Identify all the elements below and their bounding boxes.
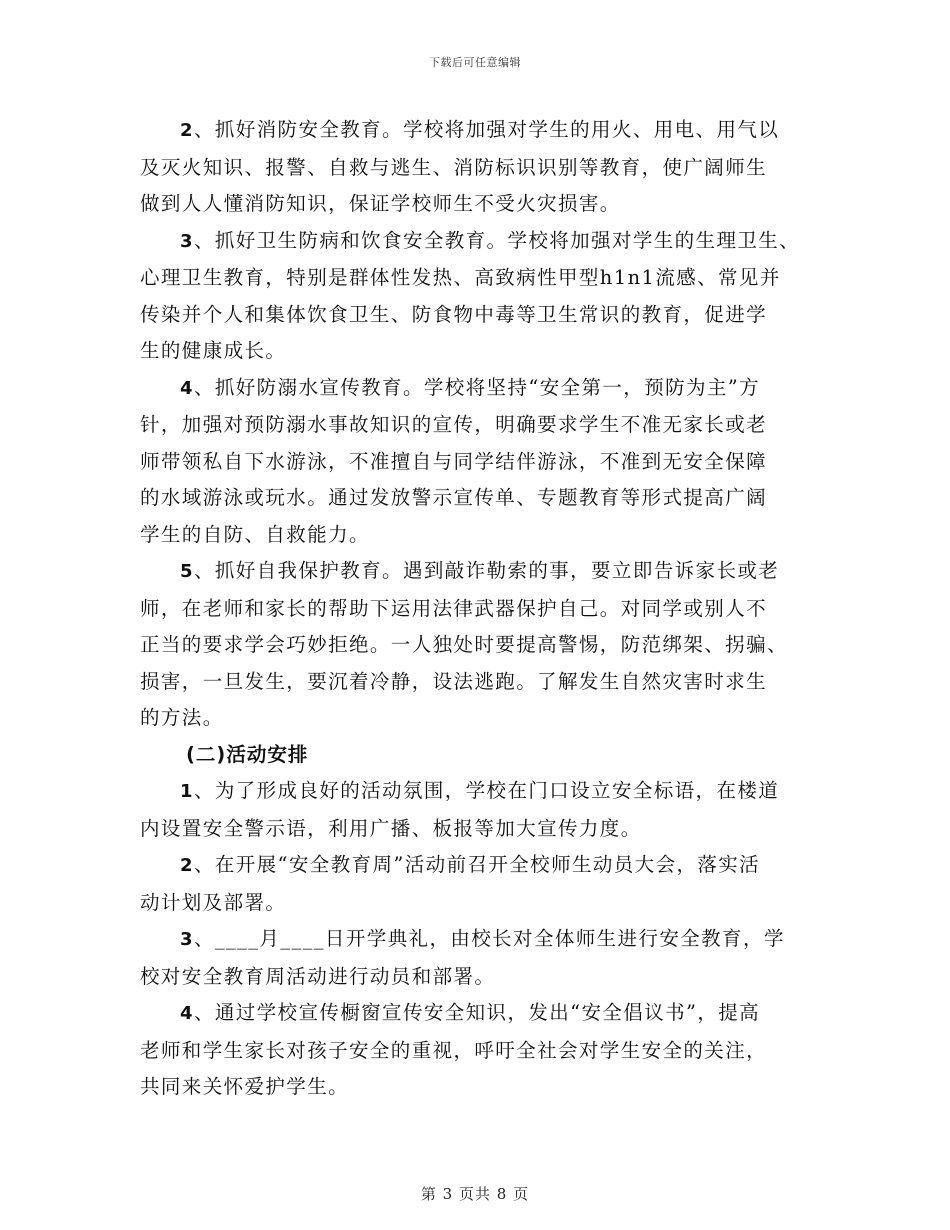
paragraph-activity-3 — [140, 921, 810, 995]
paragraph-line: 老师和学生家长对孩子安全的重视，呼吁全社会对学生安全的关注， — [140, 1038, 768, 1062]
paragraph-line: 动计划及部署。 — [140, 890, 287, 914]
paragraph-line: 共同来关怀爱护学生。 — [140, 1075, 350, 1098]
paragraph-line: 正当的要求学会巧妙拒绝。一人独处时要提高警惕，防范绑架、拐骗、 — [140, 633, 788, 656]
paragraph-line: 4、抓好防溺水宣传教育。学校将坚持“安全第一，预防为主”方 — [180, 375, 761, 399]
paragraph-line: 校对安全教育周活动进行动员和部署。 — [140, 964, 496, 988]
paragraph-line: 学生的自防、自救能力。 — [140, 522, 370, 546]
item-number: 2 — [180, 120, 194, 141]
paragraph-self-protection — [140, 553, 810, 737]
paragraph-line: 的方法。 — [140, 706, 224, 729]
paragraph-line: 2、抓好消防安全教育。学校将加强对学生的用火、用电、用气以 — [180, 118, 780, 141]
paragraph-line: 做到人人懂消防知识，保证学校师生不受火灾损害。 — [140, 192, 621, 215]
document-body — [140, 112, 810, 1106]
paragraph-line: 针，加强对预防溺水事故知识的宣传，明确要求学生不准无家长或老 — [140, 413, 768, 436]
paragraph-drowning-prevention — [140, 370, 810, 554]
page-header: 下载后可任意编辑 — [429, 56, 521, 69]
paragraph-line: 5、抓好自我保护教育。遇到敲诈勒索的事，要立即告诉家长或老 — [180, 559, 780, 582]
section-title-activities: (二)活动安排 — [186, 742, 309, 766]
paragraph-health-safety — [140, 223, 810, 370]
item-number: 2 — [180, 855, 194, 876]
paragraph-activity-4 — [140, 995, 810, 1106]
paragraph-line: 师带领私自下水游泳，不准擅自与同学结伴游泳，不准到无安全保障 — [140, 449, 768, 473]
paragraph-line: 2、在开展“安全教育周”活动前召开全校师生动员大会，落实活 — [180, 853, 761, 876]
paragraph-line: 心理卫生教育，特别是群体性发热、高致病性甲型h1n1流感、常见并 — [140, 266, 781, 289]
paragraph-activity-2 — [140, 847, 810, 921]
paragraph-line: 生的健康成长。 — [140, 339, 287, 362]
item-number: 1 — [180, 781, 194, 802]
item-number: 4 — [180, 377, 194, 399]
paragraph-line: 4、通过学校宣传橱窗宣传安全知识，发出“安全倡议书”，提高 — [180, 1001, 761, 1024]
paragraph-line: 传染并个人和集体饮食卫生、防食物中毒等卫生常识的教育，促进学 — [140, 302, 768, 326]
paragraph-fire-safety — [140, 112, 810, 223]
paragraph-line: 内设置安全警示语，利用广播、板报等加大宣传力度。 — [140, 816, 642, 840]
item-number: 3 — [180, 230, 194, 252]
item-number: 4 — [180, 1003, 194, 1024]
paragraph-activity-1 — [140, 773, 810, 847]
item-number: 5 — [180, 561, 194, 582]
paragraph-line: 1、为了形成良好的活动氛围，学校在门口设立安全标语，在楼道 — [180, 779, 780, 802]
paragraph-line: 的水域游泳或玩水。通过发放警示宣传单、专题教育等形式提高广阔 — [140, 486, 768, 509]
paragraph-line: 及灭火知识、报警、自救与逃生、消防标识识别等教育，使广阔师生 — [140, 155, 768, 179]
paragraph-line: 3、抓好卫生防病和饮食安全教育。学校将加强对学生的生理卫生、 — [180, 228, 801, 252]
item-number: 3 — [180, 929, 194, 950]
paragraph-line: 师，在老师和家长的帮助下运用法律武器保护自己。对同学或别人不 — [140, 596, 768, 620]
paragraph-line: 3、____月____日开学典礼，由校长对全体师生进行安全教育，学 — [180, 927, 785, 950]
page-footer: 第 3 页共 8 页 — [420, 1185, 530, 1203]
paragraph-line: 损害，一旦发生，要沉着冷静，设法逃跑。了解发生自然灾害时求生 — [140, 669, 768, 693]
